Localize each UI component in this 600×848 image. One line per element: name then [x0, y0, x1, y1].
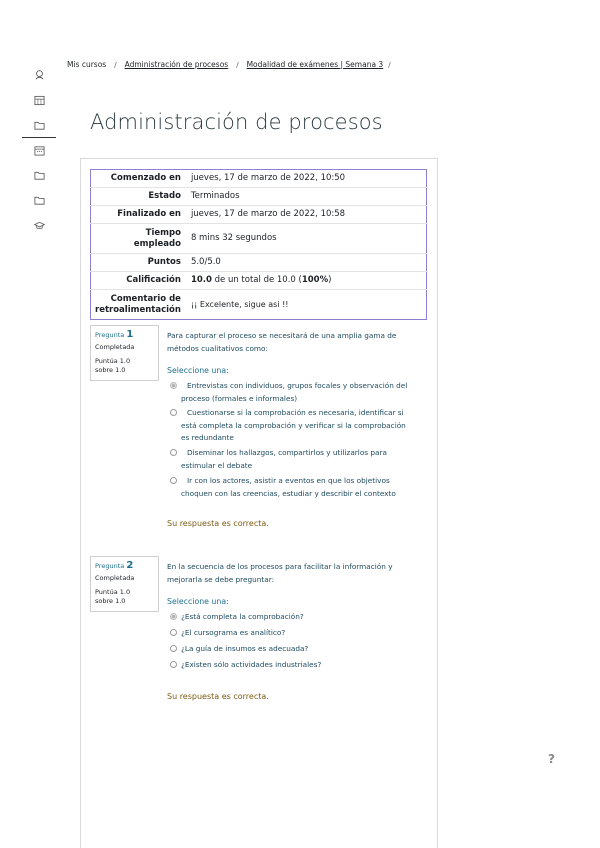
folder-icon	[34, 170, 45, 181]
question-label: Pregunta	[95, 331, 125, 339]
radio[interactable]	[170, 449, 177, 456]
question-1-option-b[interactable]	[170, 407, 415, 445]
summary-row-time	[91, 224, 427, 254]
option-label: ¿Existen sólo actividades industriales?	[181, 660, 322, 669]
side-nav-rail	[24, 62, 54, 238]
question-state: Completada	[95, 574, 135, 582]
question-number	[95, 560, 154, 572]
summary-row-state	[91, 188, 427, 206]
folder-icon	[34, 195, 45, 206]
help-button[interactable]: ?	[548, 752, 555, 766]
summary-value: 8 mins 32 segundos	[190, 233, 277, 243]
rail-item-course-folder[interactable]	[24, 113, 54, 138]
option-label: ¿Está completa la comprobación?	[181, 612, 304, 621]
rail-item-grades[interactable]	[24, 213, 54, 238]
option-label: Entrevistas con individuos, grupos focales y observación del proceso (formales e informales)	[181, 381, 408, 403]
summary-label	[91, 224, 187, 254]
breadcrumb-exam-section[interactable]: Modalidad de exámenes | Semana 3	[246, 60, 384, 69]
radio[interactable]	[170, 629, 177, 636]
summary-value	[187, 272, 427, 290]
summary-row-started	[91, 170, 427, 188]
summary-value: jueves, 17 de marzo de 2022, 10:58	[190, 209, 346, 219]
breadcrumb-separator: /	[114, 60, 117, 69]
option-label: ¿La guía de insumos es adecuada?	[181, 644, 309, 653]
summary-row-feedback	[91, 290, 427, 320]
rail-item-dashboard[interactable]	[24, 62, 54, 87]
question-2-option-d[interactable]	[170, 659, 415, 672]
question-number	[95, 329, 154, 341]
grade-mid: de un total de 10.0 (	[211, 275, 302, 285]
summary-label: Finalizado en	[117, 209, 181, 219]
summary-label-line: empleado	[133, 238, 181, 249]
question-2-option-a[interactable]	[170, 611, 415, 624]
question-grade-line: Puntúa 1.0	[95, 357, 131, 365]
option-label: Cuestionarse si la comprobación es necesaria, identificar si está completa la comprobación y verificar si la comprobación es redundante	[181, 408, 406, 442]
rail-item-site-home[interactable]	[24, 88, 54, 113]
breadcrumb-mis-cursos[interactable]: Mis cursos	[67, 60, 107, 69]
question-2-feedback: Su respuesta es correcta.	[167, 692, 269, 701]
question-1-text: Para capturar el proceso se necesitará de una amplia gama de métodos cualitativos como:	[167, 331, 397, 353]
question-1-prompt: Seleccione una:	[167, 366, 229, 375]
question-2-option-b[interactable]	[170, 627, 415, 640]
question-1-info	[90, 325, 159, 381]
breadcrumb-course[interactable]: Administración de procesos	[124, 60, 229, 69]
summary-label: Estado	[148, 191, 181, 201]
summary-value: Terminados	[190, 191, 240, 201]
attempt-summary-table	[90, 169, 427, 320]
breadcrumb-separator: /	[388, 60, 391, 69]
page-title: Administración de procesos	[90, 110, 383, 134]
question-label: Pregunta	[95, 562, 125, 570]
option-label: Diseminar los hallazgos, compartirlos y utilizarlos para estimular el debate	[181, 448, 387, 470]
question-2-info	[90, 556, 159, 612]
summary-row-finished	[91, 206, 427, 224]
option-label: Ir con los actores, asistir a eventos en que los objetivos choquen con las creencias, estudiar y describir el contexto	[181, 476, 396, 498]
question-state: Completada	[95, 343, 135, 351]
question-1-option-d[interactable]	[170, 475, 415, 500]
radio[interactable]	[170, 645, 177, 652]
rail-item-calendar[interactable]	[24, 138, 54, 163]
radio[interactable]	[170, 409, 177, 416]
question-num: 1	[126, 329, 134, 340]
question-1-option-a[interactable]	[170, 380, 415, 405]
summary-label	[91, 290, 187, 320]
summary-label-line: Comentario de	[110, 293, 181, 304]
summary-label: Comenzado en	[110, 173, 181, 183]
option-label: ¿El cursograma es analítico?	[181, 628, 286, 637]
summary-label: Calificación	[126, 275, 181, 285]
summary-row-grade	[91, 272, 427, 290]
calendar-icon	[34, 145, 45, 156]
summary-value: jueves, 17 de marzo de 2022, 10:50	[190, 173, 346, 183]
radio[interactable]	[170, 661, 177, 668]
rail-item-folder-2[interactable]	[24, 163, 54, 188]
question-num: 2	[126, 560, 134, 571]
question-grade-line: sobre 1.0	[95, 366, 126, 374]
dashboard-icon	[34, 69, 45, 80]
radio-selected[interactable]	[170, 613, 177, 620]
calendar-grid-icon	[34, 95, 45, 106]
question-grade-line: Puntúa 1.0	[95, 588, 131, 596]
summary-row-points	[91, 254, 427, 272]
summary-label-line: retroalimentación	[95, 304, 181, 315]
question-2-text: En la secuencia de los procesos para facilitar la información y mejorarla se debe preguntar:	[167, 562, 393, 584]
question-1-option-c[interactable]	[170, 447, 415, 472]
summary-value: 5.0/5.0	[190, 257, 221, 267]
summary-label-line: Tiempo	[145, 227, 181, 238]
summary-label: Puntos	[147, 257, 181, 267]
grade-end: )	[328, 275, 332, 285]
breadcrumb-separator: /	[236, 60, 239, 69]
question-grade-line: sobre 1.0	[95, 597, 126, 605]
breadcrumb	[67, 60, 399, 69]
radio[interactable]	[170, 477, 177, 484]
folder-icon	[34, 120, 45, 131]
question-2-option-c[interactable]	[170, 643, 415, 656]
graduation-cap-icon	[34, 220, 45, 231]
grade-score: 10.0	[190, 275, 212, 285]
grade-percent: 100%	[301, 275, 329, 285]
rail-item-folder-3[interactable]	[24, 188, 54, 213]
question-1-feedback: Su respuesta es correcta.	[167, 519, 269, 528]
radio-selected[interactable]	[170, 382, 177, 389]
summary-value: ¡¡ Excelente, sigue asi !!	[190, 300, 289, 309]
question-2-prompt: Seleccione una:	[167, 597, 229, 606]
